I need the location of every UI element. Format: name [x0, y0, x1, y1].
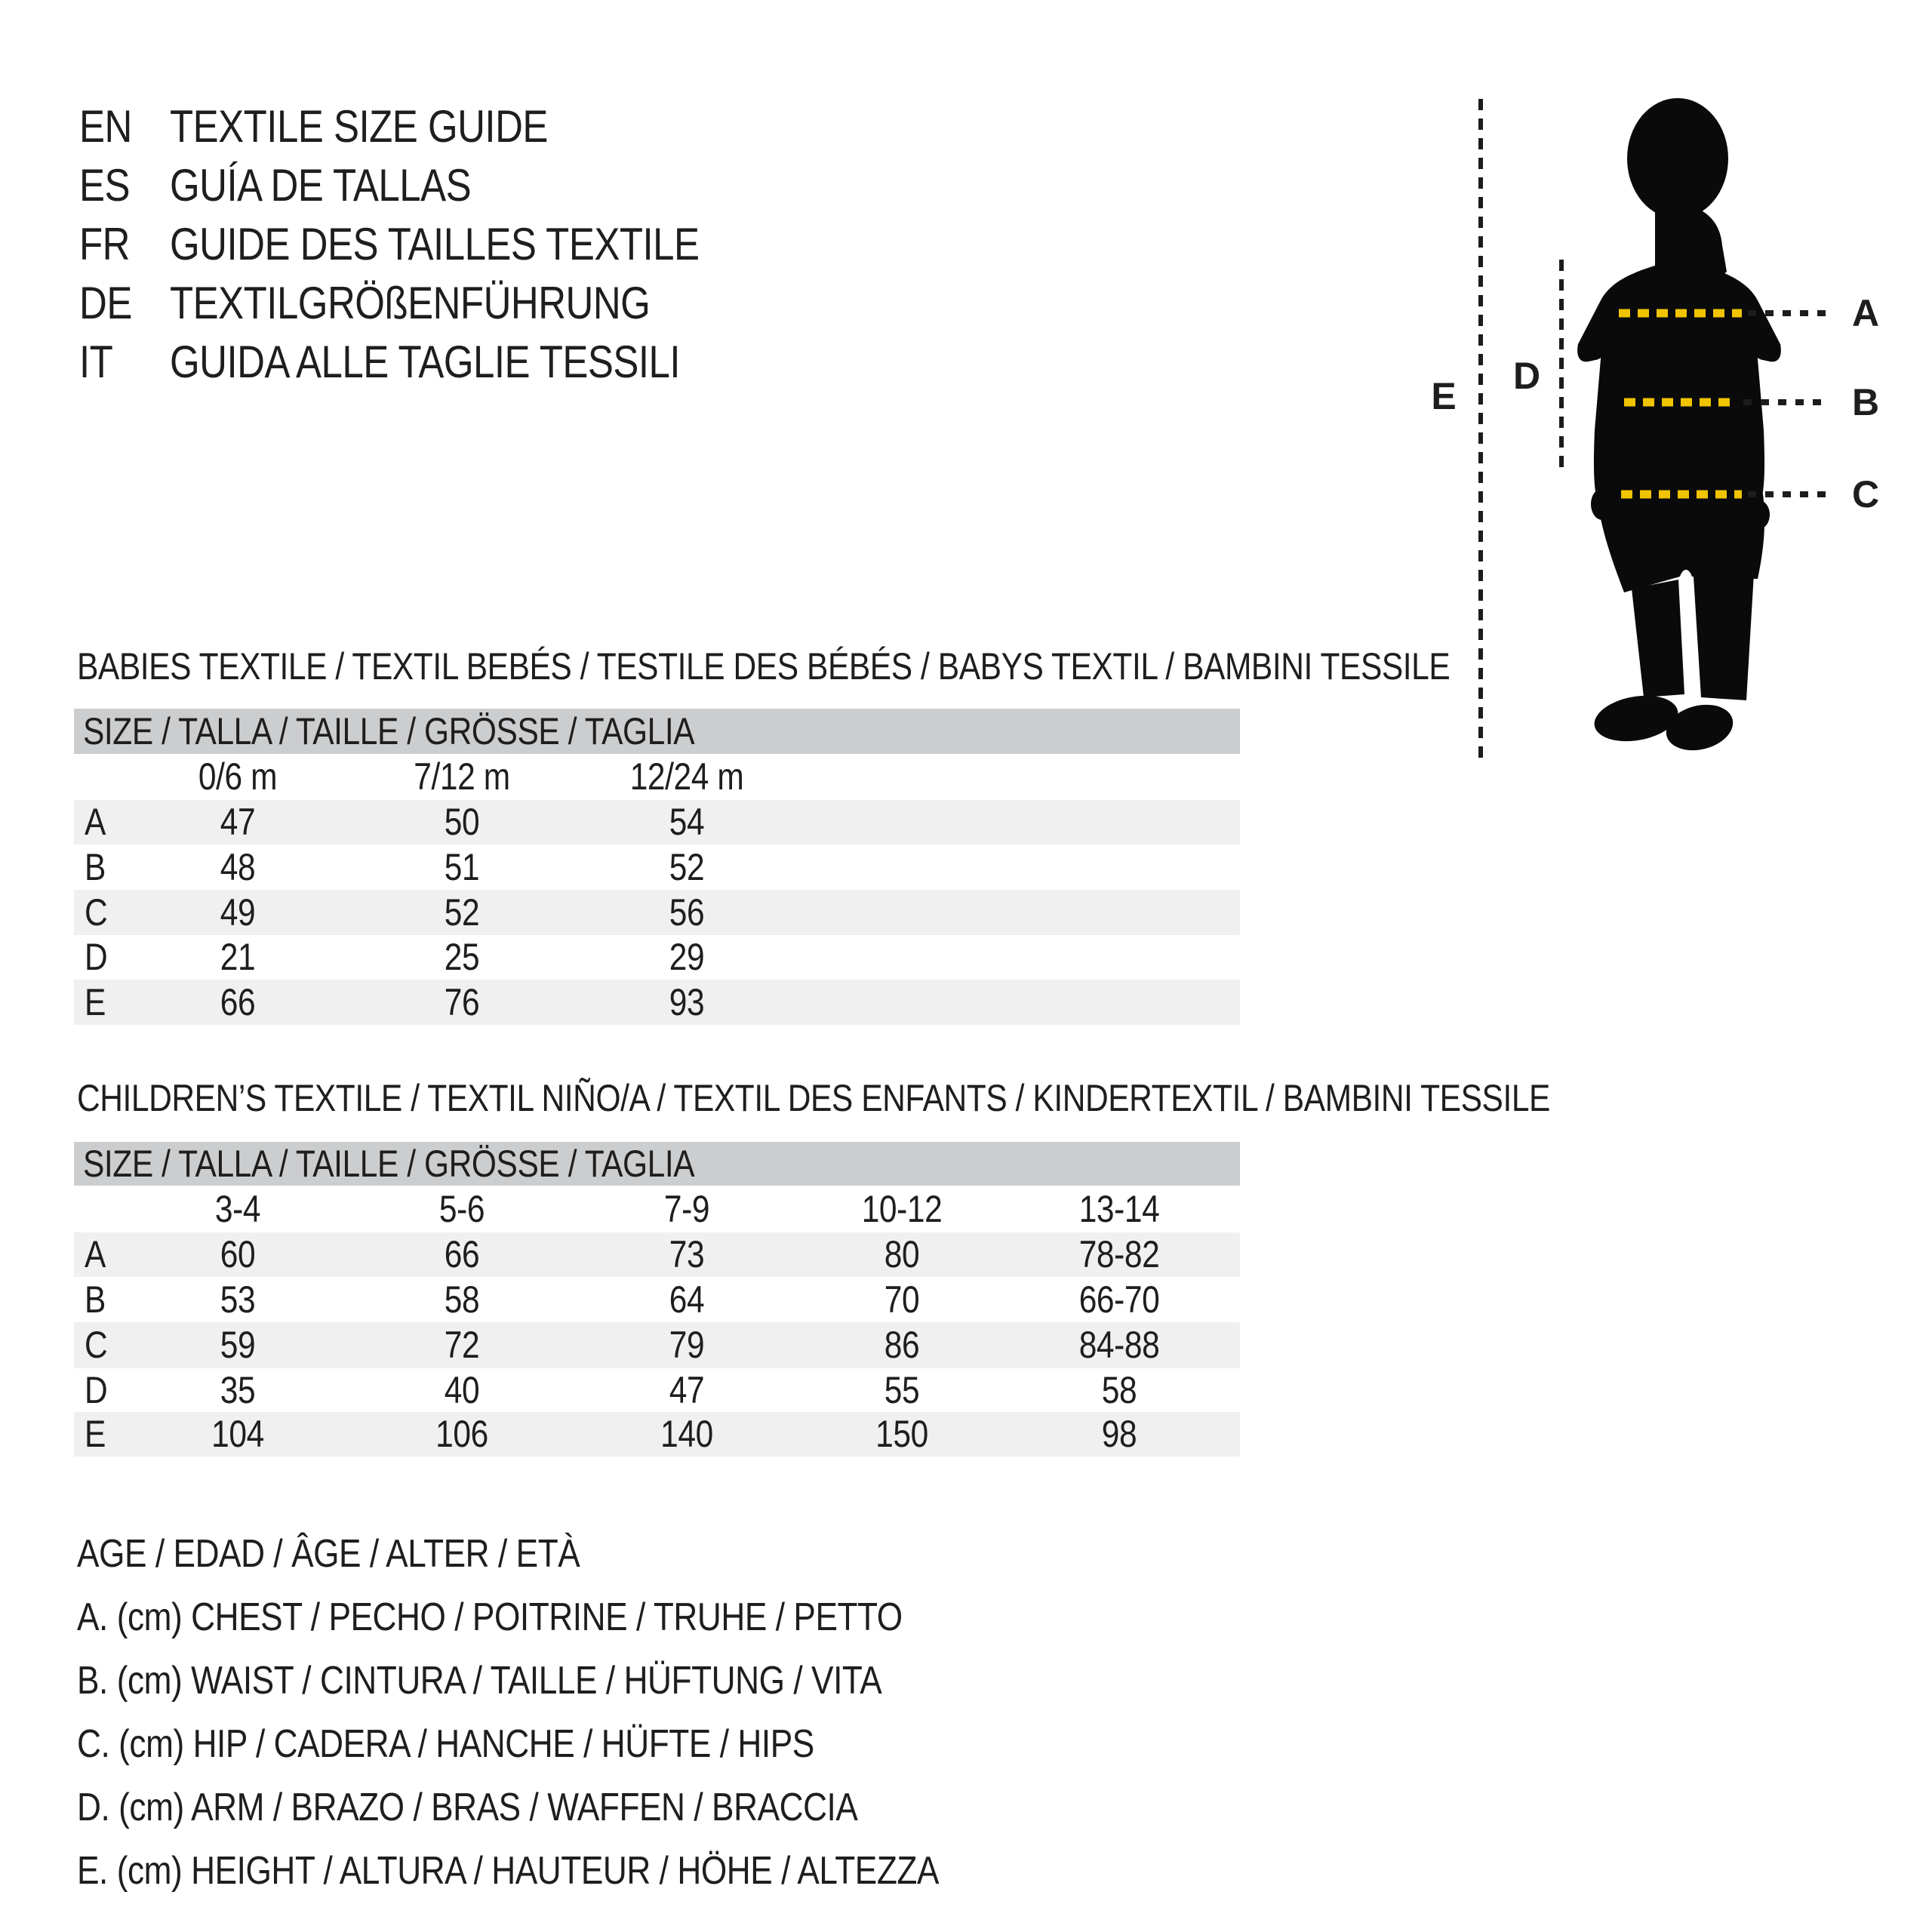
table-cell: 104: [211, 1413, 264, 1455]
table-row: [74, 1322, 1240, 1368]
lang-code: FR: [79, 219, 130, 269]
table-cell: 56: [669, 891, 705, 934]
column-header: 10-12: [861, 1188, 943, 1230]
table-row: [74, 1412, 1240, 1457]
row-label: D: [85, 936, 108, 978]
table-cell: 84-88: [1078, 1324, 1160, 1366]
table-header-label: SIZE / TALLA / TAILLE / GRÖSSE / TAGLIA: [83, 710, 695, 752]
table-cell: 59: [220, 1324, 256, 1366]
table-row: [74, 1277, 1240, 1322]
row-label: B: [85, 1278, 106, 1321]
table-row: [74, 980, 1240, 1025]
babies-table: [74, 709, 1240, 1025]
table-cell: 73: [669, 1233, 705, 1275]
row-label: E: [85, 981, 106, 1023]
table-cell: 50: [444, 801, 480, 843]
column-header: 5-6: [438, 1188, 485, 1230]
column-header: 13-14: [1078, 1188, 1160, 1230]
legend-age-line: AGE / EDAD / ÂGE / ALTER / ETÀ: [77, 1532, 580, 1576]
table-cell: 40: [444, 1369, 480, 1411]
row-label: B: [85, 846, 106, 888]
lang-title: GUÍA DE TALLAS: [170, 160, 472, 211]
legend-item-chest: A. (cm) CHEST / PECHO / POITRINE / TRUHE / PETTO: [77, 1595, 903, 1639]
table-row: [74, 1232, 1240, 1277]
figure-label-c: C: [1851, 473, 1880, 515]
table-cell: 55: [884, 1369, 920, 1411]
table-cell: 106: [435, 1413, 488, 1455]
row-label: C: [85, 1324, 108, 1366]
legend-item-waist: B. (cm) WAIST / CINTURA / TAILLE / HÜFTUNG / VITA: [77, 1659, 882, 1703]
figure-label-b: B: [1851, 381, 1880, 423]
table-cell: 58: [444, 1278, 480, 1321]
lang-code: IT: [79, 337, 113, 387]
table-row: [74, 800, 1240, 844]
table-cell: 140: [660, 1413, 713, 1455]
table-cell: 93: [669, 981, 705, 1023]
column-header: 0/6 m: [198, 755, 278, 798]
figure-label-a: A: [1851, 292, 1880, 334]
column-header: 7-9: [663, 1188, 710, 1230]
table-cell: 52: [444, 891, 480, 934]
column-header: 12/24 m: [629, 755, 744, 798]
table-cell: 52: [669, 846, 705, 888]
children-section-title: CHILDREN’S TEXTILE / TEXTIL NIÑO/A / TEXTIL DES ENFANTS / KINDERTEXTIL / BAMBINI TESSILE: [77, 1077, 1550, 1119]
table-cell: 150: [875, 1413, 928, 1455]
table-cell: 35: [220, 1369, 256, 1411]
table-cell: 47: [220, 801, 256, 843]
table-cell: 47: [669, 1369, 705, 1411]
table-cell: 79: [669, 1324, 705, 1366]
table-cell: 25: [444, 936, 480, 978]
babies-section-title: BABIES TEXTILE / TEXTIL BEBÉS / TESTILE DES BÉBÉS / BABYS TEXTIL / BAMBINI TESSILE: [77, 645, 1451, 688]
table-cell: 21: [220, 936, 256, 978]
table-cell: 98: [1101, 1413, 1137, 1455]
row-label: C: [85, 891, 108, 934]
table-row: [74, 844, 1240, 890]
row-label: A: [85, 1233, 106, 1275]
lang-code: ES: [79, 160, 131, 211]
table-row: [74, 935, 1240, 980]
table-cell: 54: [669, 801, 705, 843]
table-cell: 66: [220, 981, 256, 1023]
lang-code: EN: [79, 101, 132, 152]
table-cell: 48: [220, 846, 256, 888]
column-header-row: [74, 1186, 1240, 1232]
table-cell: 64: [669, 1278, 705, 1321]
lang-code: DE: [79, 278, 132, 328]
table-cell: 51: [444, 846, 480, 888]
lang-title: TEXTILGRÖßENFÜHRUNG: [170, 278, 651, 328]
children-table: [74, 1142, 1240, 1457]
lang-title: GUIDA ALLE TAGLIE TESSILI: [170, 337, 681, 387]
table-cell: 76: [444, 981, 480, 1023]
table-cell: 86: [884, 1324, 920, 1366]
lang-title: GUIDE DES TAILLES TEXTILE: [170, 219, 700, 269]
table-cell: 60: [220, 1233, 256, 1275]
row-label: E: [85, 1413, 106, 1455]
table-row: [74, 890, 1240, 935]
table-header-bar: [74, 709, 1240, 754]
legend-item-arm: D. (cm) ARM / BRAZO / BRAS / WAFFEN / BRACCIA: [77, 1786, 858, 1829]
table-cell: 53: [220, 1278, 256, 1321]
table-header-bar: [74, 1142, 1240, 1186]
column-header-row: [74, 754, 1240, 800]
table-cell: 29: [669, 936, 705, 978]
table-cell: 58: [1101, 1369, 1137, 1411]
figure-label-e: E: [1431, 375, 1457, 417]
table-cell: 78-82: [1078, 1233, 1160, 1275]
column-header: 7/12 m: [414, 755, 510, 798]
table-cell: 70: [884, 1278, 920, 1321]
figure-label-d: D: [1512, 355, 1541, 397]
column-header: 3-4: [214, 1188, 261, 1230]
table-cell: 49: [220, 891, 256, 934]
lang-title: TEXTILE SIZE GUIDE: [170, 101, 548, 152]
legend-item-hip: C. (cm) HIP / CADERA / HANCHE / HÜFTE / HIPS: [77, 1722, 814, 1766]
table-cell: 72: [444, 1324, 480, 1366]
table-cell: 80: [884, 1233, 920, 1275]
table-header-label: SIZE / TALLA / TAILLE / GRÖSSE / TAGLIA: [83, 1143, 695, 1185]
table-row: [74, 1368, 1240, 1412]
row-label: D: [85, 1369, 108, 1411]
legend-item-height: E. (cm) HEIGHT / ALTURA / HAUTEUR / HÖHE / ALTEZZA: [77, 1849, 940, 1893]
table-cell: 66-70: [1078, 1278, 1160, 1321]
table-cell: 66: [444, 1233, 480, 1275]
row-label: A: [85, 801, 106, 843]
